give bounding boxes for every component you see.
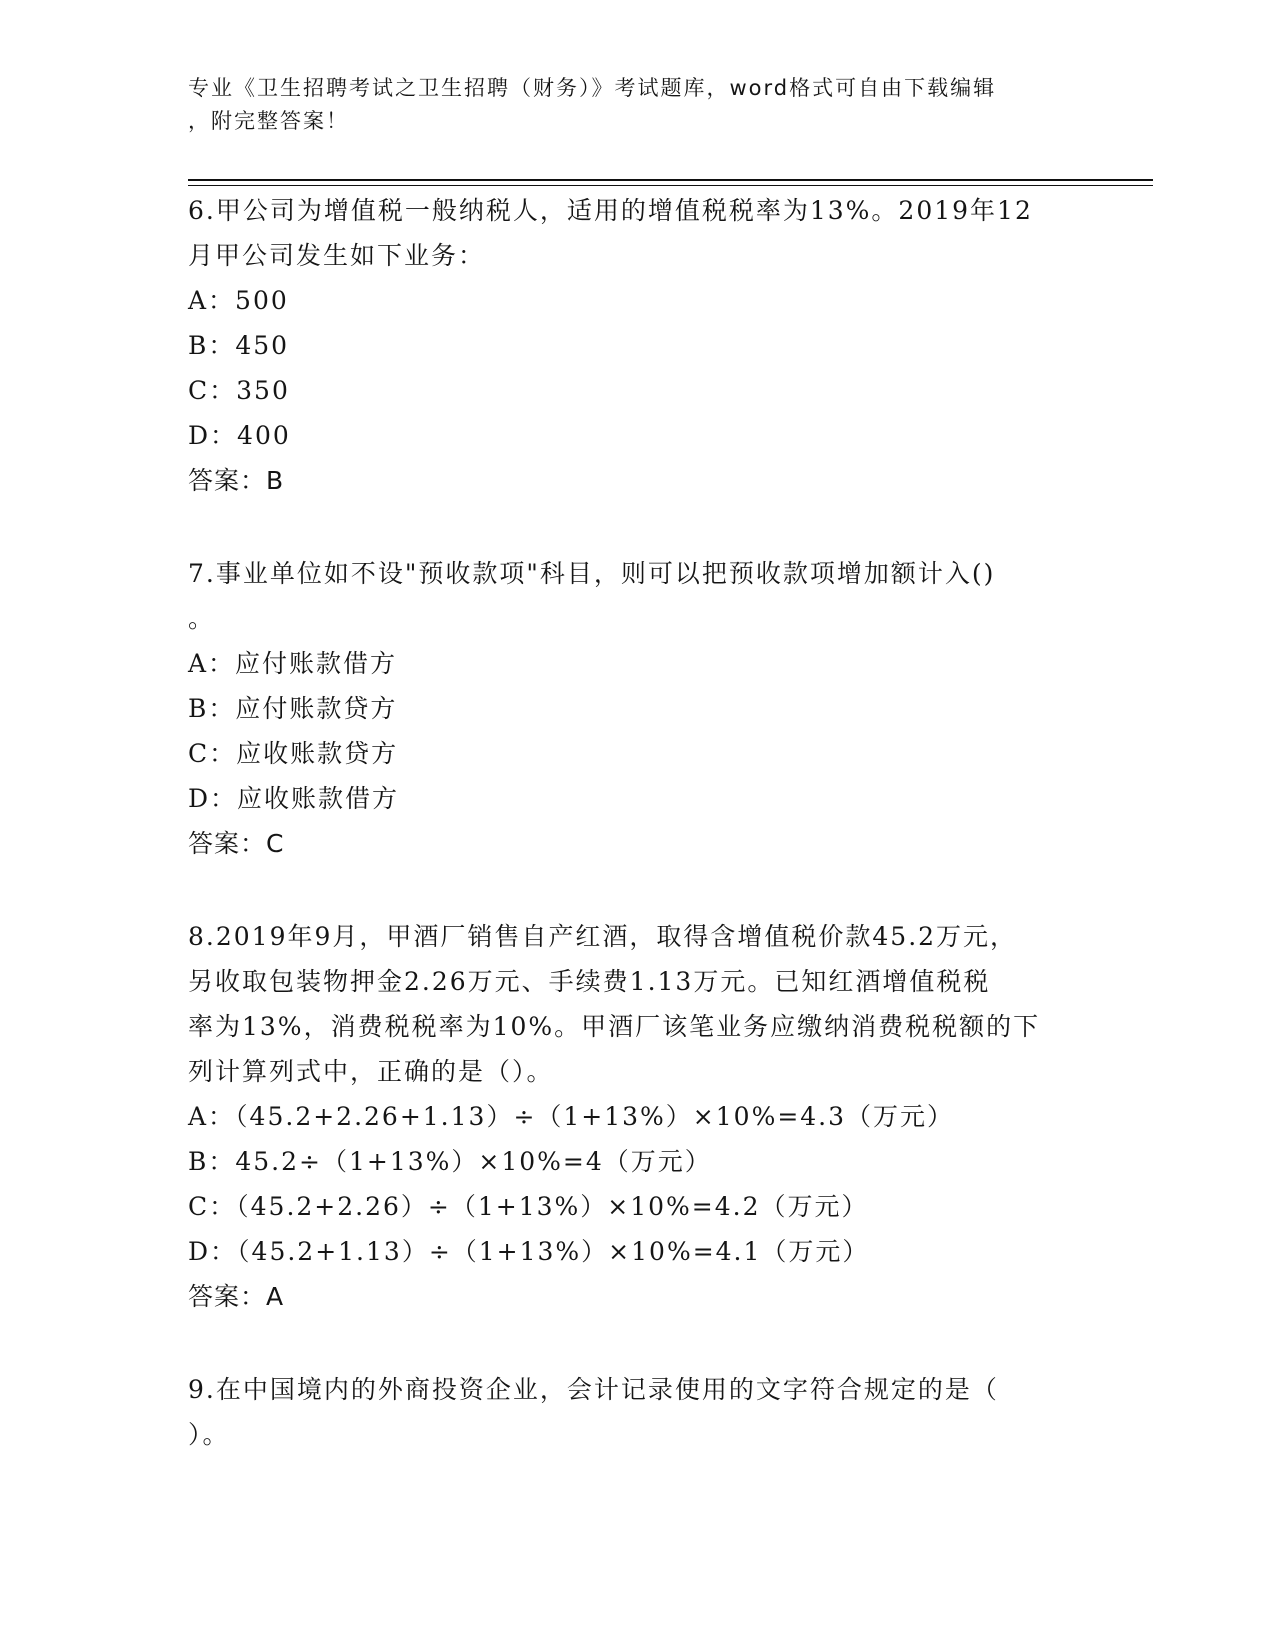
option-b: B：应付账款贷方: [188, 694, 398, 723]
question-stem-line: 率为13%，消费税税率为10%。甲酒厂该笔业务应缴纳消费税税额的下: [188, 1012, 1041, 1041]
option-a: A：500: [188, 286, 289, 315]
question-stem-line: 6.甲公司为增值税一般纳税人，适用的增值税税率为13%。2019年12: [188, 196, 1033, 225]
answer: 答案：A: [188, 1282, 285, 1311]
answer: 答案：B: [188, 466, 285, 495]
option-c: C：（45.2+2.26）÷（1+13%）×10%=4.2（万元）: [188, 1192, 869, 1221]
option-c: C：应收账款贷方: [188, 739, 399, 768]
option-d: D：应收账款借方: [188, 784, 400, 813]
question-stem-line: ）。: [188, 1420, 230, 1449]
question-stem-line: 7.事业单位如不设"预收款项"科目，则可以把预收款项增加额计入(): [188, 559, 996, 588]
option-c: C：350: [188, 376, 290, 405]
option-d: D：400: [188, 421, 291, 450]
option-a: A：（45.2+2.26+1.13）÷（1+13%）×10%=4.3（万元）: [188, 1102, 955, 1131]
header-line-2: ，附完整答案！: [188, 109, 349, 133]
question-6: [188, 188, 1088, 503]
answer: 答案：C: [188, 829, 285, 858]
option-a: A：应付账款借方: [188, 649, 398, 678]
question-stem-line: 9.在中国境内的外商投资企业，会计记录使用的文字符合规定的是（: [188, 1375, 999, 1404]
question-list: [188, 188, 1088, 1505]
header-divider-thin: [188, 185, 1153, 186]
document-header: [188, 72, 1078, 138]
question-7: [188, 551, 1088, 866]
header-divider-thick: [188, 179, 1153, 181]
option-b: B：450: [188, 331, 290, 360]
question-stem-line: 8.2019年9月，甲酒厂销售自产红酒，取得含增值税价款45.2万元，: [188, 922, 1018, 951]
question-8: [188, 914, 1088, 1319]
question-9: [188, 1367, 1088, 1457]
option-d: D：（45.2+1.13）÷（1+13%）×10%=4.1（万元）: [188, 1237, 870, 1266]
question-stem-line: 月甲公司发生如下业务：: [188, 241, 486, 270]
question-stem-line: 列计算列式中，正确的是（）。: [188, 1057, 554, 1086]
option-b: B：45.2÷（1+13%）×10%=4（万元）: [188, 1147, 712, 1176]
question-stem-line: 。: [188, 604, 216, 633]
question-stem-line: 另收取包装物押金2.26万元、手续费1.13万元。已知红酒增值税税: [188, 967, 991, 996]
header-line-1: 专业《卫生招聘考试之卫生招聘（财务）》考试题库，word格式可自由下载编辑: [188, 76, 997, 100]
